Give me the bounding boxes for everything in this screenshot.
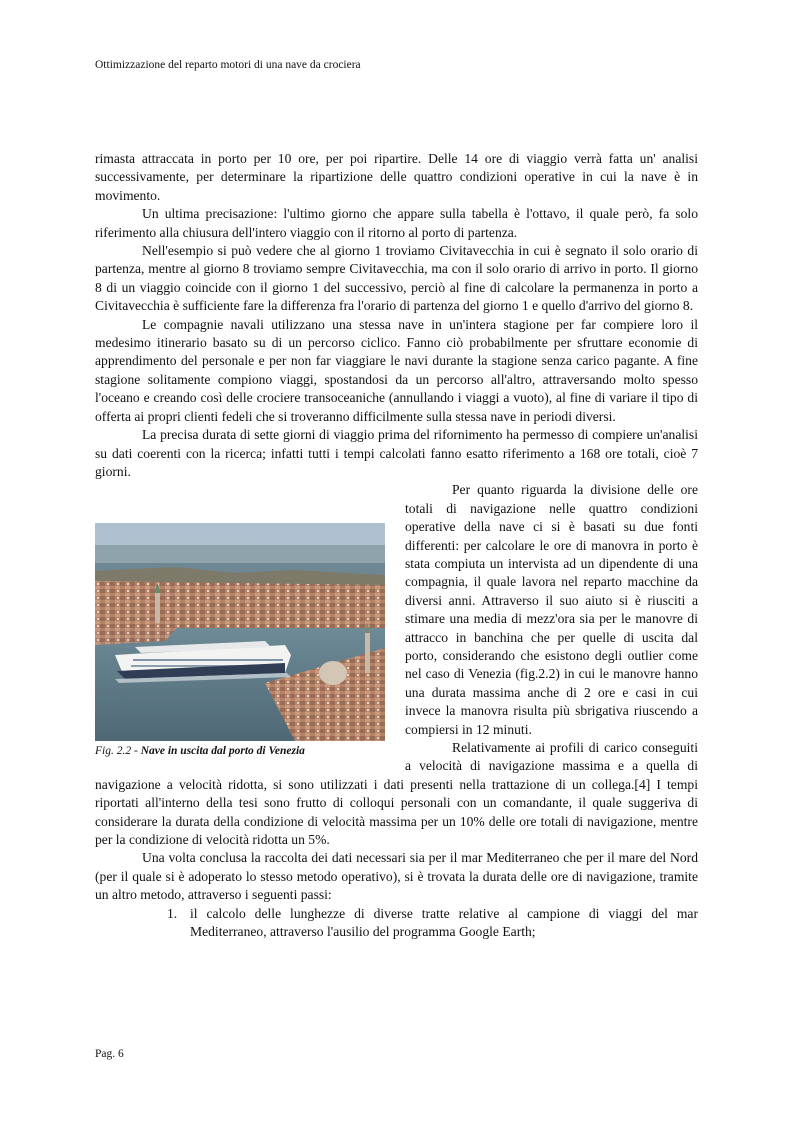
page-number: Pag. 6 [95,1048,124,1060]
paragraph: rimasta attraccata in porto per 10 ore, per poi ripartire. Delle 14 ore di viaggio verrà fatta un' analisi successivamente, per determinare la ripartizione delle quattro condizioni operative in cui la nave è in movimento. [95,151,698,203]
paragraph: Le compagnie navali utilizzano una stessa nave in un'intera stagione per far compiere loro il medesimo itinerario basato su di un percorso ciclico. Fanno ciò probabilmente per sfruttare economie di apprendimento del personale e per non far viaggiare le navi durante la stagione senza carico pagante. A fine stagione solitamente compiono viaggi, spostandosi da un percorso all'altro, attraversando molto spesso l'oceano e creando così delle crociere transoceaniche (annullando i viaggi a vuoto), al fine di variare il tipo di offerta ai propri clienti fedeli che si troveranno difficilmente sulla stessa nave in periodi diversi. [95,316,698,424]
caption-label: Fig. 2.2 - [95,745,141,758]
paragraph: Per quanto riguarda la divisione delle ore totali di navigazione nelle quattro condizioni operative della nave ci si è basati su due fonti differenti: per calcolare le ore di manovra in porto è stata compiuta un intervista ad un dipendente di una compagnia, il quale lavora nel reparto macchine da diversi anni. Attraverso il suo aiuto si è riusciti a stimare una media di mezz'ora sia per le manovre di attracco in banchina che per quelle di uscita dal porto, considerando che esistono degli outlier come nel caso di Venezia (fig.2.2) in cui le manovre hanno una durata massima anche di 2 ore e casi in cui invece la manovra risulta più sbrigativa riuscendo a compiersi in 12 minuti. [405,482,698,737]
figure-venice-ship [95,523,385,758]
venice-cruise-ship-photo [95,523,385,741]
paragraph: Relativamente ai profili di carico conseguiti a velocità di navigazione massima e a quella di navigazione a velocità ridotta, si sono utilizzati i dati presenti nella trattazione di un collega.[4] I tempi riportati all'interno della tesi sono frutto di colloqui personali con un comandante, il quale suggeriva di considerare la durata della condizione di velocità massima per un 10% delle ore totali di navigazione, mentre per la condizione di velocità ridotta un 5%. [95,740,698,848]
caption-text: Nave in uscita dal porto di Venezia [140,745,305,758]
paragraph: Un ultima precisazione: l'ultimo giorno che appare sulla tabella è l'ottavo, il quale però, fa solo riferimento alla chiusura dell'intero viaggio con il ritorno al porto di partenza. [95,206,698,240]
paragraph: Nell'esempio si può vedere che al giorno 1 troviamo Civitavecchia in cui è segnato il solo orario di partenza, mentre al giorno 8 troviamo sempre Civitavecchia, ma con il solo orario di arrivo in porto. Il giorno 8 di un viaggio coincide con il giorno 1 del successivo, perciò al fine di calcolare la permanenza in porto a Civitavecchia è sufficiente fare la differenza fra l'orario di partenza del giorno 1 e quello d'arrivo del giorno 8. [95,243,698,314]
body-text [95,150,698,941]
list-number: 1. [167,905,178,921]
paragraph: La precisa durata di sette giorni di viaggio prima del rifornimento ha permesso di compiere un'analisi su dati coerenti con la ricerca; infatti tutti i tempi calcolati fanno esatto riferimento a 168 ore totali, cioè 7 giorni. [95,427,698,479]
paragraph: Una volta conclusa la raccolta dei dati necessari sia per il mar Mediterraneo che per il mare del Nord (per il quale si è adoperato lo stesso metodo operativo), si è trovata la durata delle ore di navigazione, tramite un altro metodo, attraverso i seguenti passi: [95,850,698,903]
list-item [95,905,698,942]
list-text: il calcolo delle lunghezze di diverse tratte relative al campione di viaggi del mar Mediterraneo, attraverso l'ausilio del programma Google Earth; [190,905,698,940]
figure-caption [95,744,385,758]
running-header: Ottimizzazione del reparto motori di una nave da crociera [95,59,361,71]
